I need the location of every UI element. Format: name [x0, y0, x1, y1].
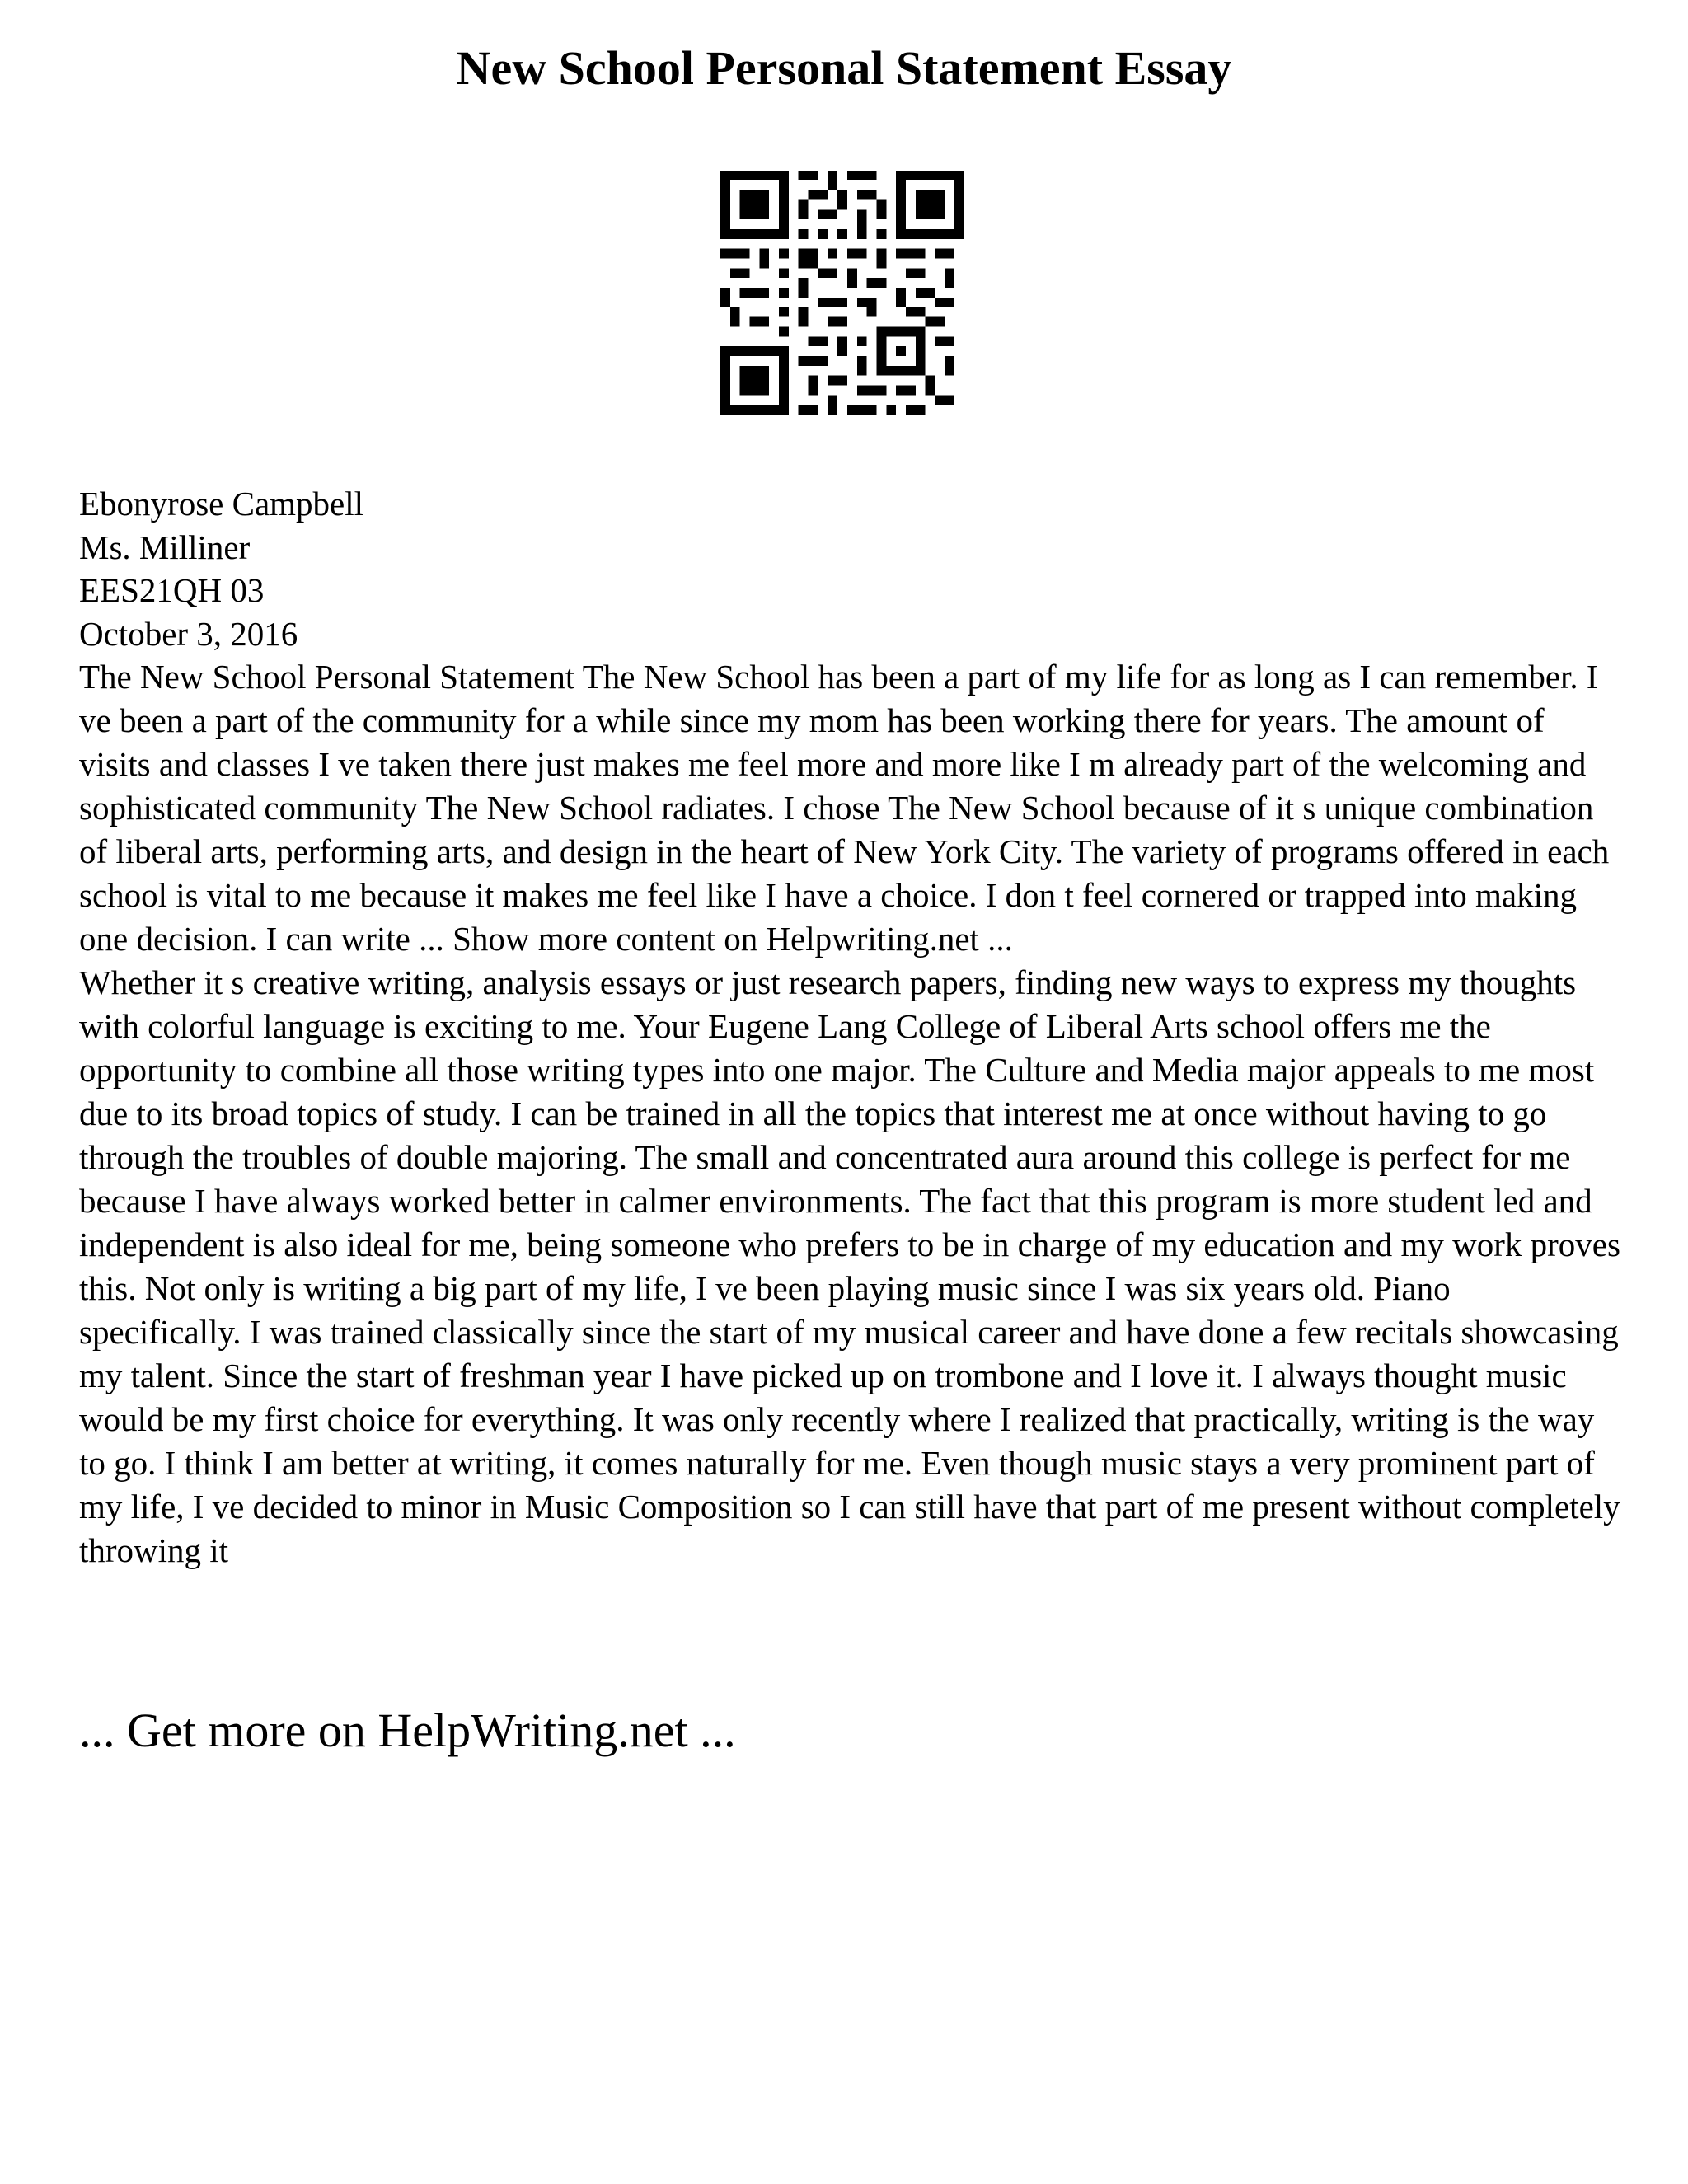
header-lines [79, 482, 363, 655]
essay-paragraph-1: The New School Personal Statement The New School has been a part of my life for as long as I can remember. I ve been a part of the community for a while since my mom has been working there for years. The amount of visits and classes I ve taken there just makes me feel more and more like I m already part of the welcoming and sophisticated community The New School radiates. I chose The New School because of it s unique combination of liberal arts, performing arts, and design in the heart of New York City. The variety of programs offered in each school is vital to me because it makes me feel like I have a choice. I don t feel cornered or trapped into making one decision. I can write ... Show more content on Helpwriting.net ... [79, 658, 1610, 958]
essay-date: October 3, 2016 [79, 614, 298, 653]
author-name: Ebonyrose Campbell [79, 485, 364, 523]
essay-paragraph-2: Whether it s creative writing, analysis essays or just research papers, finding new ways to express my thoughts with colorful language is exciting to me. Your Eugene Lang College of Liberal Arts school offers me the opportunity to combine all those writing types into one major. The Culture and Media major appeals to me most due to its broad topics of study. I can be trained in all the topics that interest me at once without having to go through the troubles of double majoring. The small and concentrated aura around this college is perfect for me because I have always worked better in calmer environments. The fact that this program is more student led and independent is also ideal for me, being someone who prefers to be in charge of my education and my work proves this. Not only is writing a big part of my life, I ve been playing music since I was six years old. Piano specifically. I was trained classically since the start of my musical career and have done a few recitals showcasing my talent. Since the start of freshman year I have picked up on trombone and I love it. I always thought music would be my first choice for everything. It was only recently where I realized that practically, writing is the way to go. I think I am better at writing, it comes naturally for me. Even though music stays a very prominent part of my life, I ve decided to minor in Music Composition so I can still have that part of me present without completely throwing it [79, 963, 1620, 1569]
course-code: EES21QH 03 [79, 571, 265, 609]
page-title: New School Personal Statement Essay [456, 41, 1232, 95]
teacher-name: Ms. Milliner [79, 527, 251, 566]
qr-code-icon [720, 171, 964, 415]
get-more-link[interactable]: ... Get more on HelpWriting.net ... [79, 1704, 736, 1757]
essay-body [79, 655, 1620, 1572]
